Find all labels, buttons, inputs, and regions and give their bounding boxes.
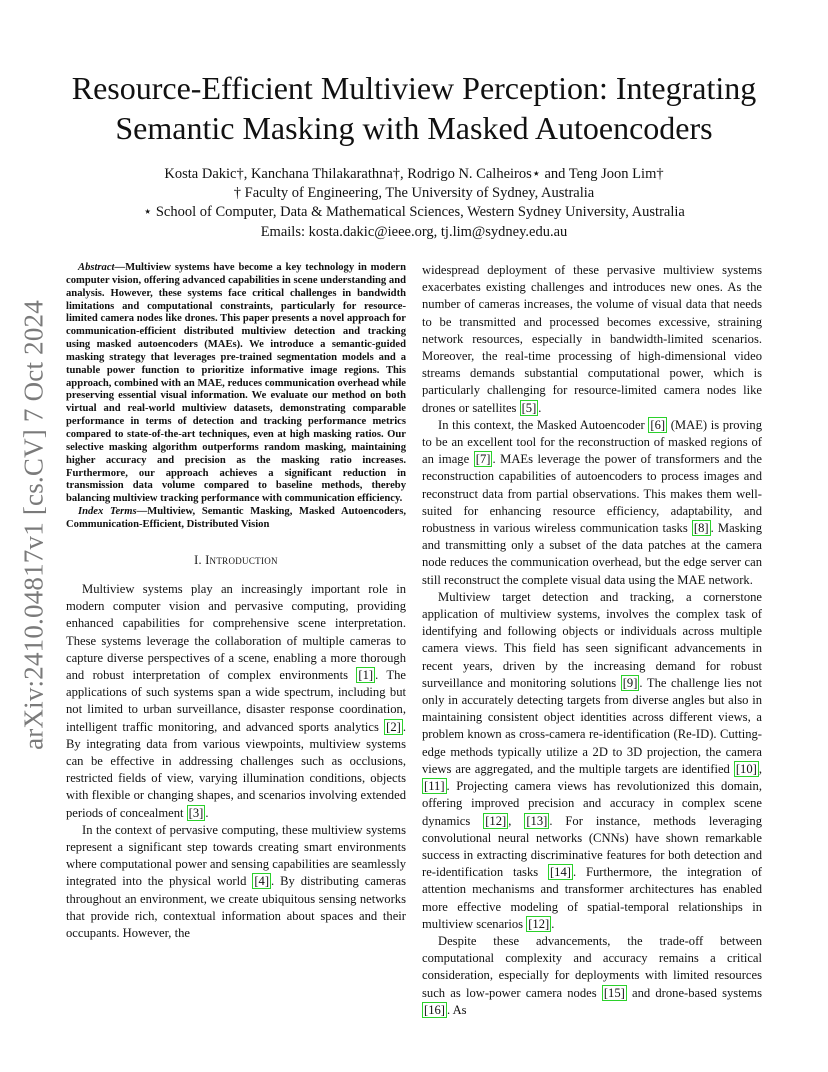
- citation-link[interactable]: [7]: [475, 452, 491, 467]
- text-run: In the context of pervasive computing, these multiview systems represent a significant step towards creating smart environments where computational power and sensing capabilities are seamlessly integrated into the physical world: [66, 822, 406, 889]
- text-run: ,: [508, 813, 525, 828]
- intro-paragraph-2: [66, 822, 406, 942]
- author-emails: Emails: kosta.dakic@ieee.org, tj.lim@sydney.edu.au: [260, 223, 568, 240]
- affiliation-2: ⋆ School of Computer, Data & Mathematical Sciences, Western Sydney University, Australia: [143, 204, 685, 221]
- citation-link[interactable]: [6]: [650, 417, 666, 432]
- section-number: I.: [194, 552, 206, 567]
- text-run: widespread deployment of these pervasive multiview systems exacerbates existing challenges and introduces new ones. As the number of cameras increases, the volume of visual data that needs to be transmitted and processed becomes excessive, straining network resources, especially in bandwidth-limited scenarios. Moreover, the real-time processing of high-dimensional video streams demands substantial computational power, which is particularly challenging for resource-limited camera nodes like drones or satellites: [422, 263, 762, 415]
- citation-link[interactable]: [10]: [735, 761, 757, 776]
- text-run: In this context, the Masked Autoencoder: [438, 417, 649, 432]
- text-run: . By integrating data from various viewpoints, multiview systems can be effective in addressing challenges such as occlusions, restricted fields of view, varying illumination conditions, objects with flexible or changing shapes, and scenarios involving extended periods of concealment: [66, 719, 406, 820]
- citation-link[interactable]: [16]: [424, 1002, 445, 1017]
- citation-link[interactable]: [12]: [528, 916, 550, 931]
- citation-link[interactable]: [2]: [386, 719, 401, 734]
- text-run: .: [551, 916, 555, 931]
- intro-paragraph-1: [66, 581, 406, 822]
- text-run: Despite these advancements, the trade-off between computational complexity and accuracy remains a critical consideration, especially for deployments with limited resources such as low-power camera nodes: [422, 933, 762, 1000]
- affiliation-1: † Faculty of Engineering, The University of Sydney, Australia: [233, 185, 595, 202]
- text-run: Multiview systems play an increasingly important role in modern computer vision and pervasive computing, providing enhanced capabilities for comprehensive scene interpretation. These systems leverage the collaboration of multiple cameras to capture diverse perspectives of a scene, enabling a more thorough and robust interpretation of complex environments: [66, 581, 406, 682]
- author-block: [40, 165, 788, 242]
- index-terms-text: —Multiview, Semantic Masking, Masked Autoencoders, Communication-Efficient, Distributed Vision: [66, 506, 406, 530]
- index-terms: [66, 506, 406, 532]
- citation-link[interactable]: [12]: [485, 813, 507, 828]
- text-run: . MAEs leverage the power of transformers and the reconstruction capabilities of autoencoders to process images and reconstruct data from partial observations. This makes them well-suited for enhancing resource efficiency, adaptability, and robustness in various wireless communication tasks: [422, 452, 762, 536]
- citation-link[interactable]: [1]: [358, 667, 374, 682]
- text-run: . By distributing cameras throughout an environment, we create ubiquitous sensing networks that provide rich, contextual information about spaces and their occupants. However, the: [66, 874, 406, 940]
- text-run: . Furthermore, the integration of attention mechanisms and transformer architectures has enabled more effective modeling of spatial-temporal relationships in multiview scenarios: [422, 865, 762, 931]
- citation-link[interactable]: [3]: [188, 805, 204, 820]
- arxiv-identifier-stamp: [14, 290, 54, 760]
- text-run: and drone-based systems: [626, 985, 762, 1000]
- text-run: .: [205, 805, 209, 820]
- citation-link[interactable]: [8]: [693, 521, 709, 536]
- text-run: . For instance, methods leveraging convolutional neural networks (CNNs) have shown remarkable success in extracting discriminative features for both detection and re-identification tasks: [422, 813, 763, 880]
- citation-link[interactable]: [4]: [254, 874, 270, 889]
- right-column: [422, 262, 762, 1019]
- text-run: . Masking and transmitting only a subset of the data patches at the camera node reduces the communication overhead, but the edge server can still reconstruct the complete visual data using the MAE network.: [422, 521, 762, 587]
- citation-link[interactable]: [11]: [424, 779, 445, 794]
- citation-link[interactable]: [13]: [526, 813, 548, 828]
- text-run: Multiview target detection and tracking, a cornerstone application of multiview systems, involves the complex task of identifying and following objects or individuals across multiple camera views. This field has seen significant advancements in recent years, driven by the increasing demand for robust surveillance and monitoring solutions: [422, 589, 762, 690]
- paper-title: [40, 68, 788, 148]
- text-run: . The applications of such systems span a wide spectrum, including but not limited to urban surveillance, disaster response coordination, intelligent traffic monitoring, and advanced sports analytics: [66, 667, 406, 734]
- citation-link[interactable]: [14]: [549, 865, 571, 880]
- intro-paragraph-3: [422, 417, 762, 589]
- text-run: ,: [758, 761, 762, 776]
- title-line-2: Semantic Masking with Masked Autoencoders: [115, 110, 713, 146]
- citation-link[interactable]: [9]: [622, 675, 638, 690]
- text-run: . The challenge lies not only in accurately detecting targets from diverse angles but also in maintaining consistent object identities across different views, a problem known as cross-camera re-identification (Re-ID). Cutting-edge methods typically utilize a 2D to 3D projection, the camera views are aggregated, and the multiple targets are identified: [422, 675, 762, 776]
- section-heading-introduction: [66, 552, 406, 569]
- text-run: . As: [446, 1002, 467, 1017]
- text-run: . Projecting camera views has revolutionized this domain, offering improved precision and accuracy in complex scene dynamics: [422, 779, 762, 828]
- abstract-lead: Abstract: [78, 262, 115, 273]
- intro-paragraph-5: [422, 933, 762, 1019]
- left-column: [66, 262, 406, 942]
- citation-link[interactable]: [15]: [603, 985, 625, 1000]
- citation-link[interactable]: [5]: [521, 400, 537, 415]
- text-run: (MAE) is proving to be an excellent tool for the reconstruction of masked regions of an image: [422, 417, 762, 467]
- arxiv-stamp-text: arXiv:2410.04817v1 [cs.CV] 7 Oct 2024: [18, 300, 49, 750]
- intro-paragraph-2-continued: [422, 262, 762, 417]
- abstract-text: —Multiview systems have become a key technology in modern computer vision, offering advanced capabilities in scene understanding and analysis. However, these systems face critical challenges in bandwidth limitations and computational constraints, particularly for resource-limited camera nodes like drones. This paper presents a novel approach for communication-efficient distributed multiview detection and tracking using masked autoencoders (MAEs). We introduce a semantic-guided masking strategy that leverages pre-trained segmentation models and a tunable power function to prioritize informative image regions. This approach, combined with an MAE, reduces communication overhead while preserving essential visual information. We evaluate our method on both virtual and real-world multiview datasets, demonstrating comparable performance in terms of detection and tracking performance metrics compared to state-of-the-art techniques, even at high masking ratios. Our selective masking algorithm outperforms random masking, maintaining higher accuracy and precision as the masking ratio increases. Furthermore, our approach achieves a significant reduction in transmission data volume compared to baseline methods, thereby balancing multiview tracking performance with communication efficiency.: [66, 262, 406, 505]
- abstract: [66, 262, 406, 506]
- author-names: Kosta Dakic†, Kanchana Thilakarathna†, Rodrigo N. Calheiros⋆ and Teng Joon Lim†: [164, 166, 664, 182]
- title-line-1: Resource-Efficient Multiview Perception: Integrating: [71, 70, 757, 106]
- section-name: Introduction: [205, 552, 278, 567]
- index-terms-lead: Index Terms: [78, 506, 137, 518]
- text-run: .: [538, 400, 542, 415]
- intro-paragraph-4: [422, 589, 762, 933]
